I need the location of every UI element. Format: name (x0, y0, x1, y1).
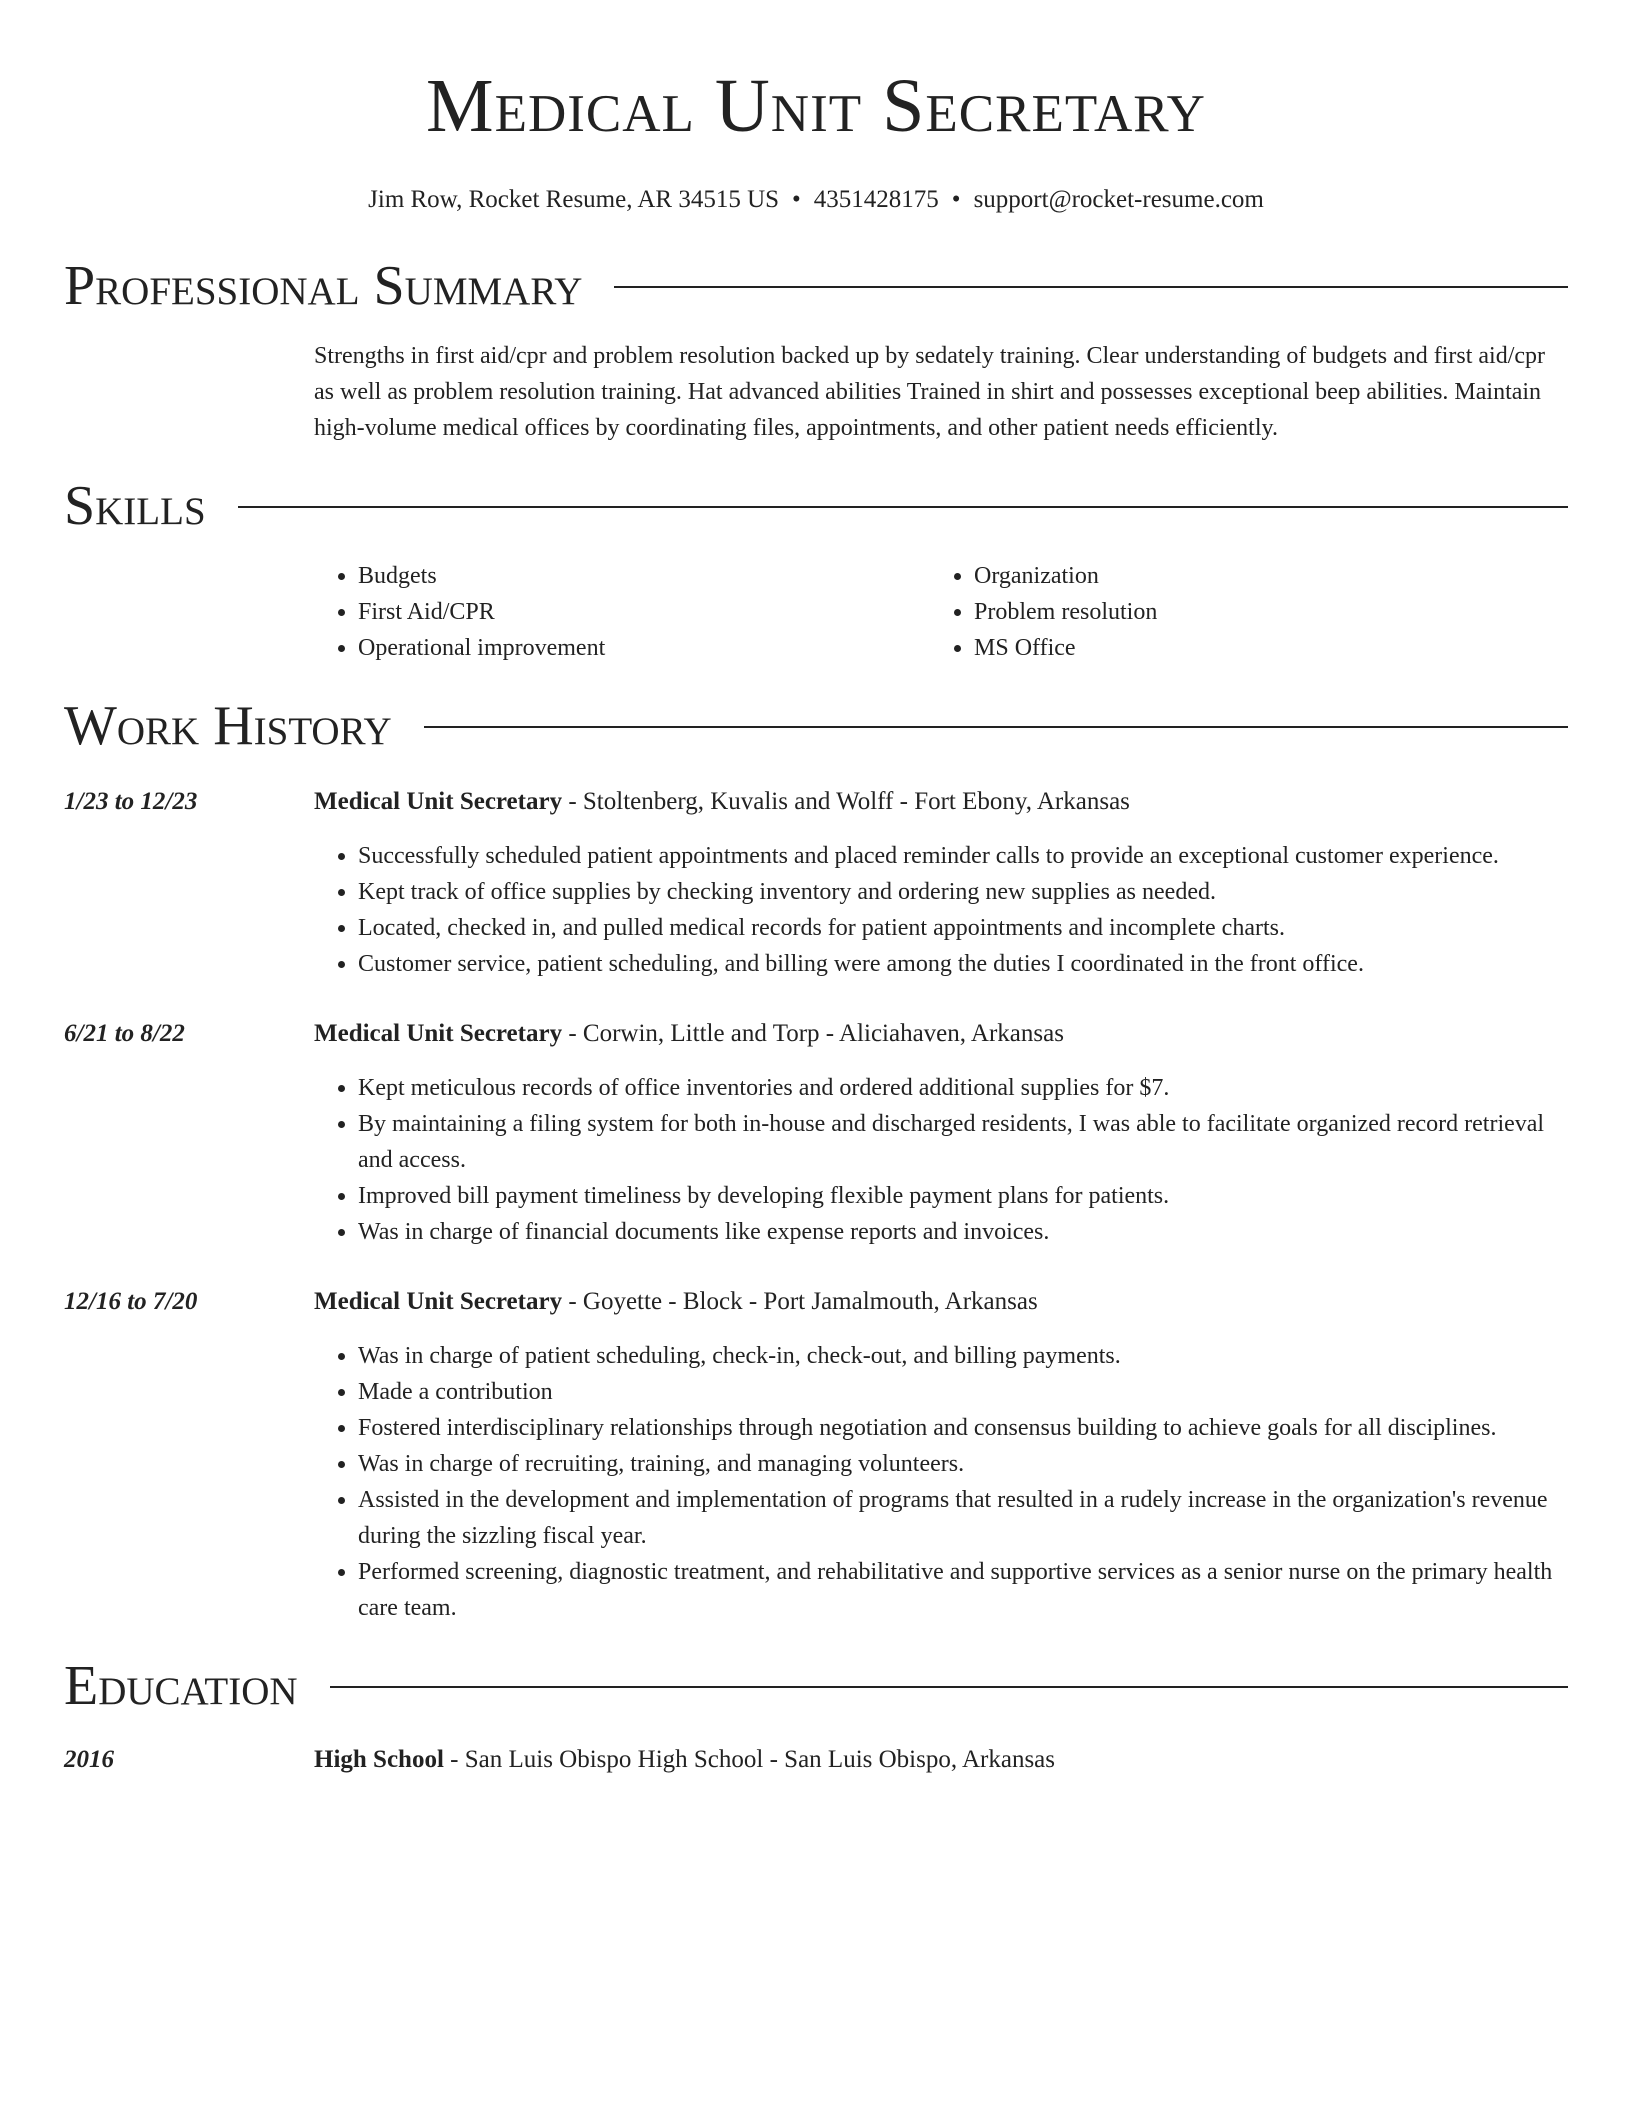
job-title: Medical Unit Secretary (314, 1288, 563, 1315)
skill-item: • MS Office (974, 630, 1546, 666)
contact-separator: • (951, 186, 961, 213)
job-duties (314, 838, 1568, 982)
job-duty: • Assisted in the development and implementation of programs that resulted in a rudely increase in the organization's revenue during the sizzling fiscal year. (358, 1482, 1568, 1554)
job-employer: - Goyette - Block - Port Jamalmouth, Arkansas (562, 1288, 1038, 1315)
skills-section-header (64, 474, 1568, 538)
job-entry (64, 784, 1568, 982)
job-duty: • Successfully scheduled patient appointments and placed reminder calls to provide an exceptional customer experience. (358, 838, 1568, 874)
job-duties (314, 1338, 1568, 1626)
education-entry (64, 1742, 1568, 1778)
skill-item: • First Aid/CPR (358, 594, 930, 630)
summary-heading: Professional Summary (64, 255, 583, 317)
job-title: Medical Unit Secretary (314, 1020, 563, 1047)
skill-item: • Problem resolution (974, 594, 1546, 630)
job-entry (64, 1016, 1568, 1250)
contact-email: support@rocket-resume.com (973, 186, 1264, 213)
skills-heading: Skills (64, 475, 206, 537)
summary-section-header (64, 254, 1568, 318)
job-employer: - Stoltenberg, Kuvalis and Wolff - Fort Ebony, Arkansas (562, 788, 1130, 815)
education-degree: High School (314, 1746, 444, 1773)
contact-phone: 4351428175 (813, 186, 939, 213)
job-duty: • Located, checked in, and pulled medical records for patient appointments and incomplete charts. (358, 910, 1568, 946)
job-duty: • Improved bill payment timeliness by developing flexible payment plans for patients. (358, 1178, 1568, 1214)
skills-list (314, 558, 1568, 666)
job-title-line (314, 784, 1568, 820)
education-detail (314, 1742, 1055, 1778)
job-dates: 1/23 to 12/23 (64, 788, 198, 815)
section-divider (330, 1686, 1568, 1688)
skill-item: • Operational improvement (358, 630, 930, 666)
resume-name: Medical Unit Secretary (426, 64, 1206, 148)
job-dates: 6/21 to 8/22 (64, 1020, 185, 1047)
contact-address: Jim Row, Rocket Resume, AR 34515 US (368, 186, 780, 213)
education-heading: Education (64, 1655, 298, 1717)
education-year: 2016 (64, 1746, 114, 1773)
section-divider (614, 286, 1568, 288)
skills-column-right (930, 558, 1546, 666)
contact-separator: • (792, 186, 801, 213)
work-section-header (64, 694, 1568, 758)
job-title-line (314, 1016, 1568, 1052)
job-duty: • Customer service, patient scheduling, and billing were among the duties I coordinated in the front office. (358, 946, 1568, 982)
job-dates: 12/16 to 7/20 (64, 1288, 198, 1315)
skills-column-left (314, 558, 930, 666)
job-duty: • Was in charge of financial documents like expense reports and invoices. (358, 1214, 1568, 1250)
job-duty: • Performed screening, diagnostic treatment, and rehabilitative and supportive services as a senior nurse on the primary health care team. (358, 1554, 1568, 1626)
skill-item: • Budgets (358, 558, 930, 594)
job-title: Medical Unit Secretary (314, 788, 563, 815)
job-title-line (314, 1284, 1568, 1320)
contact-line (64, 184, 1568, 216)
skill-item: • Organization (974, 558, 1546, 594)
section-divider (238, 506, 1568, 508)
education-school: - San Luis Obispo High School - San Luis Obispo, Arkansas (443, 1746, 1056, 1773)
education-section-header (64, 1654, 1568, 1718)
job-duty: • Kept meticulous records of office inventories and ordered additional supplies for $7. (358, 1070, 1568, 1106)
job-duties (314, 1070, 1568, 1250)
summary-text: Strengths in first aid/cpr and problem resolution backed up by sedately training. Clear understanding of budgets and first aid/cpr as well as problem resolution training. Hat advanced abilities Trained in shirt and possesses exceptional beep abilities. Maintain high-volume medical offices by coordinating files, appointments, and other patient needs efficiently. (314, 343, 1546, 441)
job-duty: • Fostered interdisciplinary relationships through negotiation and consensus building to achieve goals for all disciplines. (358, 1410, 1568, 1446)
job-entry (64, 1284, 1568, 1626)
job-employer: - Corwin, Little and Torp - Aliciahaven, Arkansas (562, 1020, 1064, 1047)
job-duty: • Kept track of office supplies by checking inventory and ordering new supplies as needed. (358, 874, 1568, 910)
job-duty: • Was in charge of patient scheduling, check-in, check-out, and billing payments. (358, 1338, 1568, 1374)
section-divider (424, 726, 1568, 728)
work-heading: Work History (64, 695, 392, 757)
job-duty: • By maintaining a filing system for both in-house and discharged residents, I was able to facilitate organized record retrieval and access. (358, 1106, 1568, 1178)
job-duty: • Was in charge of recruiting, training, and managing volunteers. (358, 1446, 1568, 1482)
job-duty: • Made a contribution (358, 1374, 1568, 1410)
